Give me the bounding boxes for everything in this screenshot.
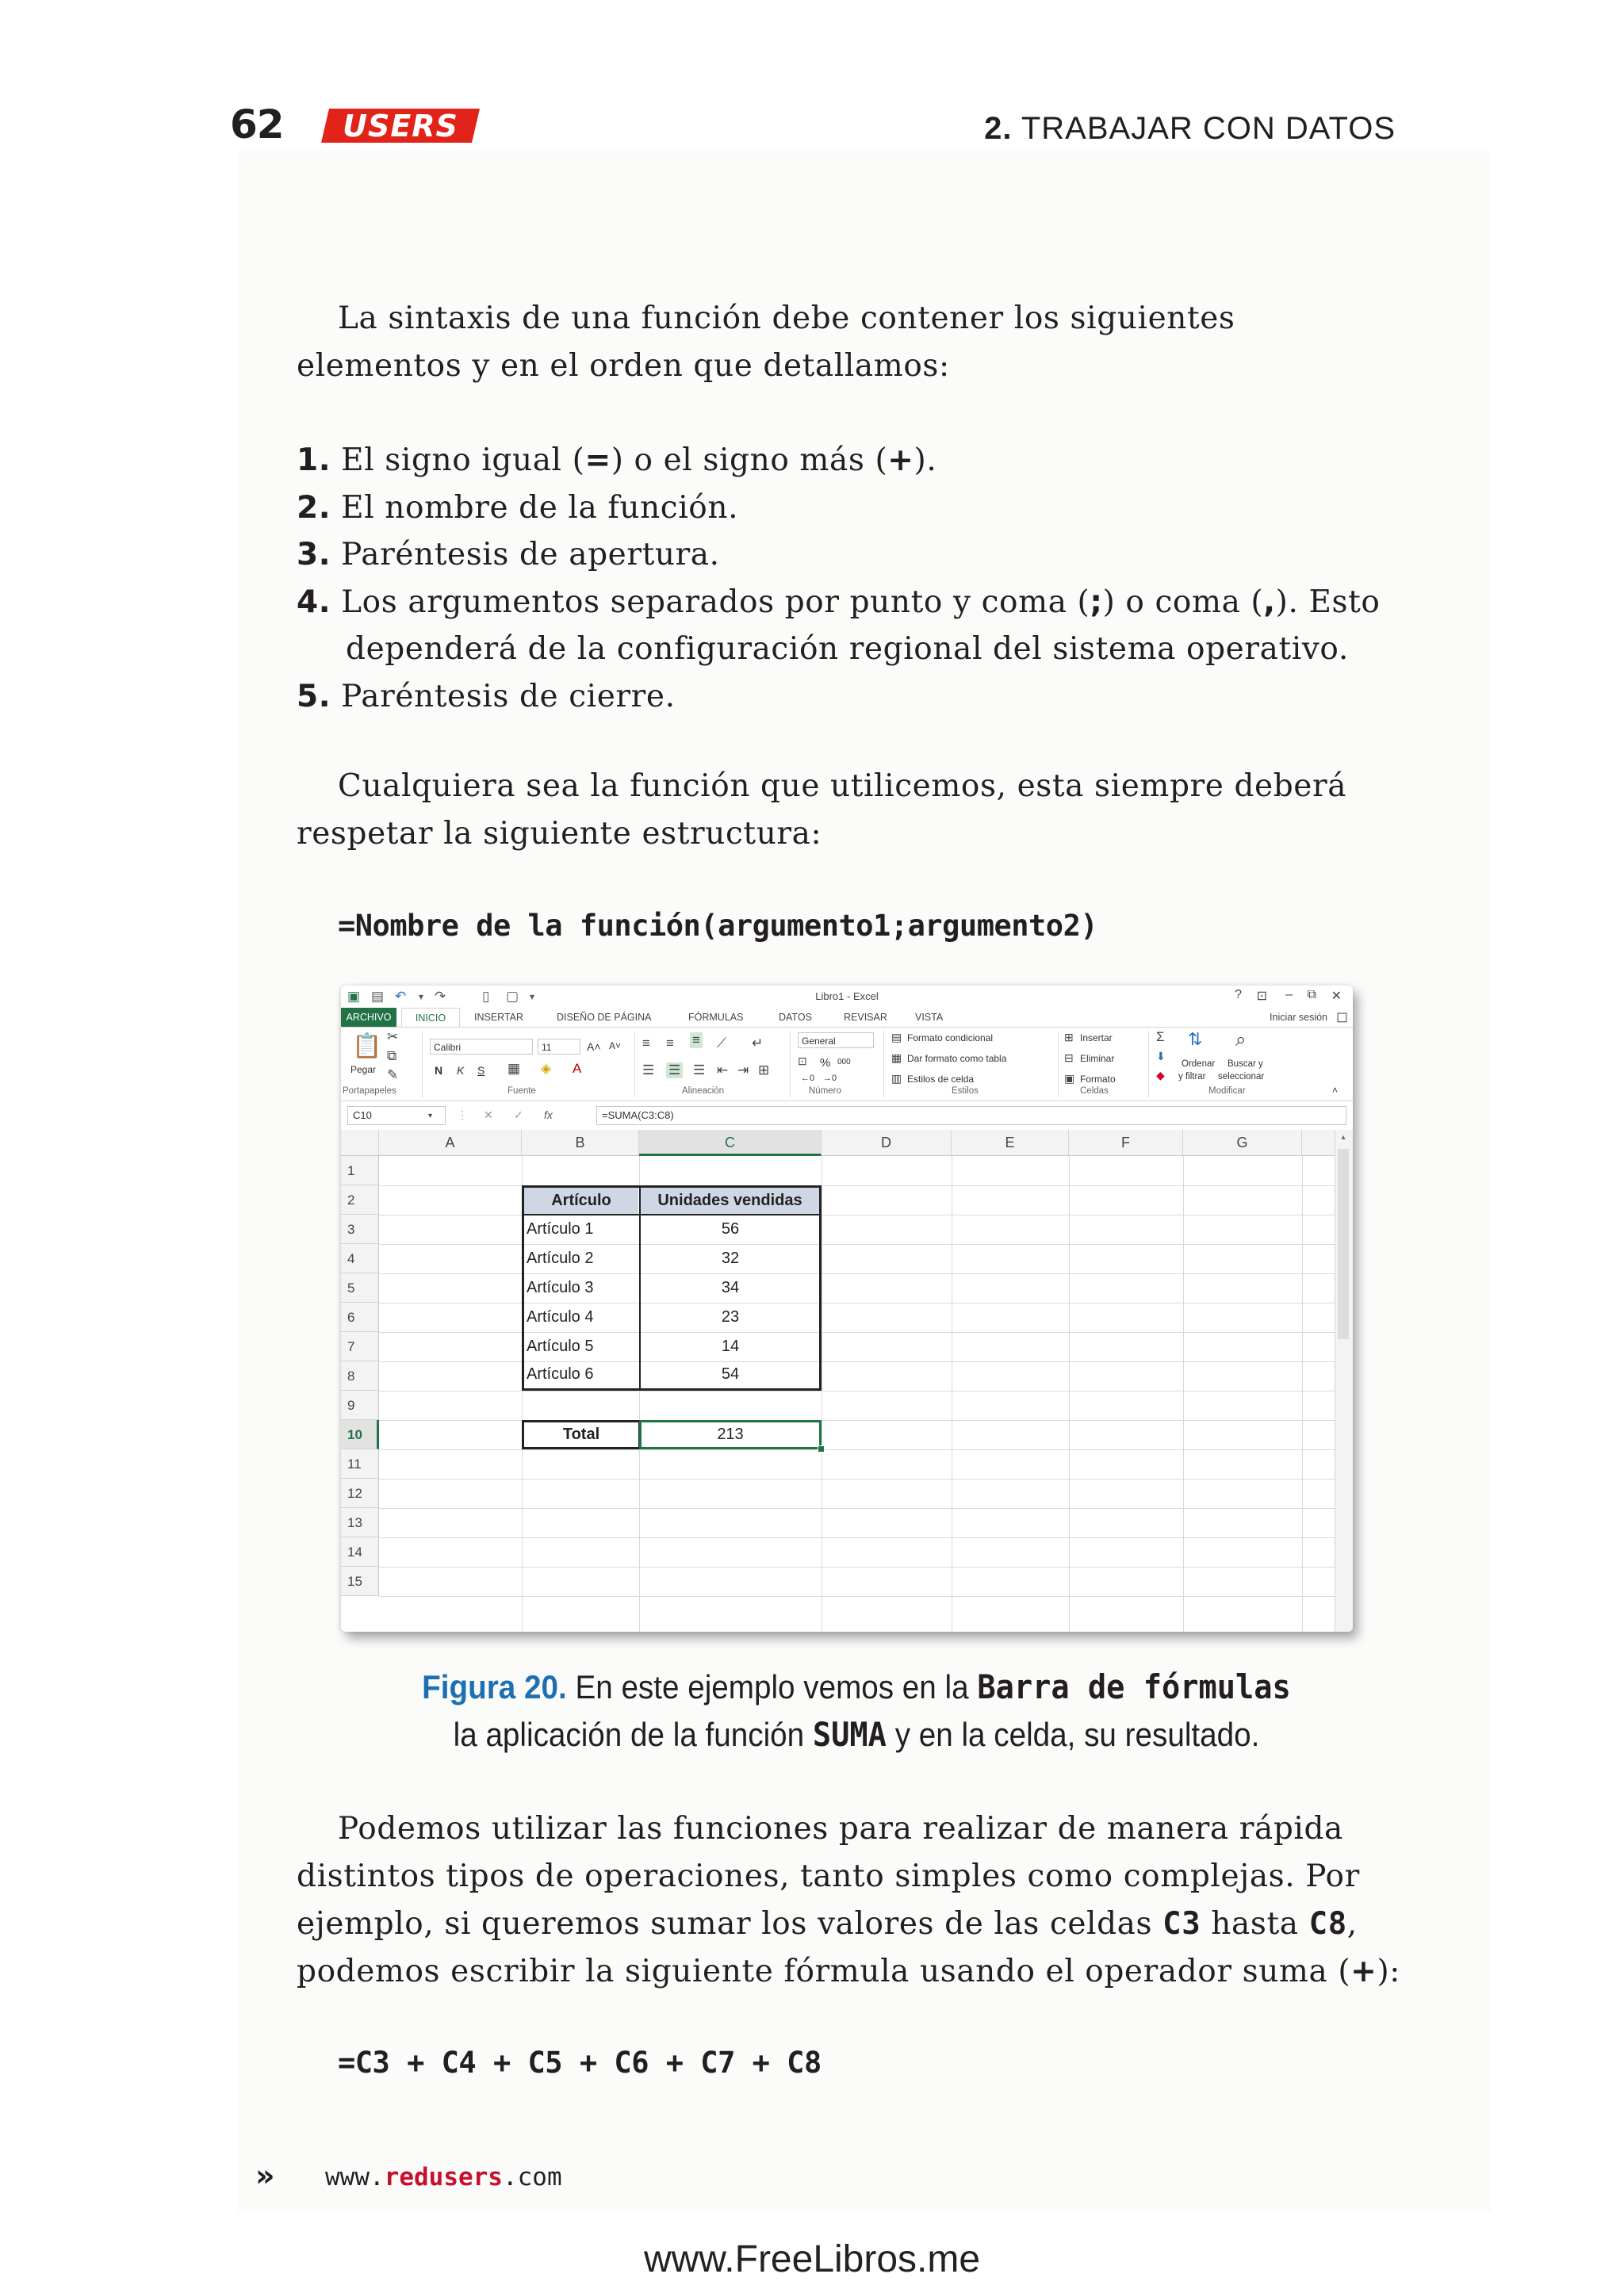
font-color-icon[interactable]: A xyxy=(573,1061,582,1076)
group-numero: Número xyxy=(809,1086,841,1096)
group-modificar: Modificar xyxy=(1208,1086,1246,1096)
column-header-b[interactable]: B xyxy=(522,1130,639,1156)
column-header-f[interactable]: F xyxy=(1069,1130,1183,1156)
find-select-label-2[interactable]: seleccionar xyxy=(1218,1072,1265,1081)
row-header[interactable]: 7 xyxy=(341,1332,379,1361)
format-cells-icon[interactable]: ▣ xyxy=(1064,1072,1075,1085)
user-avatar-icon[interactable]: ◻ xyxy=(1336,1009,1348,1024)
help-icon[interactable]: ? xyxy=(1235,988,1242,1001)
font-size-select[interactable]: 11 xyxy=(538,1039,580,1055)
find-select-label-1[interactable]: Buscar y xyxy=(1228,1059,1263,1069)
cell-units[interactable]: 56 xyxy=(721,1220,740,1238)
align-bottom-icon[interactable]: ≡ xyxy=(690,1032,703,1048)
svg-text:USERS: USERS xyxy=(343,109,458,143)
sum-example-paragraph: Podemos utilizar las funciones para realizar de manera rápida distintos tipos de operaciones, tanto simples como complejas. Por ejemplo, si queremos sumar los valores de las celdas C3 hasta C8, podemos escribir la siguiente fórmula usando el operador suma (+): xyxy=(297,1811,1401,1989)
ribbon-display-icon[interactable]: ⊡ xyxy=(1256,990,1267,1003)
cell-article[interactable]: Artículo 6 xyxy=(527,1365,594,1383)
cell-article[interactable]: Artículo 1 xyxy=(527,1220,594,1238)
cell-units[interactable]: 54 xyxy=(721,1365,740,1383)
paste-icon[interactable]: 📋 xyxy=(352,1033,382,1059)
formula-bar-handle-icon: ⋮ xyxy=(457,1108,468,1121)
close-icon[interactable]: ✕ xyxy=(1331,990,1342,1003)
function-structure-formula: =Nombre de la función(argumento1;argumento2) xyxy=(338,909,1098,943)
thousands-button[interactable]: 000 xyxy=(837,1058,851,1066)
cell-units[interactable]: 32 xyxy=(721,1250,740,1267)
row-header[interactable]: 8 xyxy=(341,1361,379,1391)
confirm-entry-icon[interactable]: ✓ xyxy=(514,1108,523,1121)
row-header[interactable]: 6 xyxy=(341,1303,379,1332)
formula-input[interactable]: =SUMA(C3:C8) xyxy=(596,1106,1346,1125)
figure-caption xyxy=(346,1663,1367,1759)
align-middle-icon[interactable]: ≡ xyxy=(666,1035,674,1051)
align-left-icon[interactable]: ☰ xyxy=(642,1062,655,1078)
row-header[interactable]: 12 xyxy=(341,1479,379,1508)
fill-icon[interactable]: ⬇ xyxy=(1156,1050,1166,1062)
sum-example-formula: =C3 + C4 + C5 + C6 + C7 + C8 xyxy=(338,2046,822,2080)
group-fuente: Fuente xyxy=(508,1086,536,1096)
group-portapapeles: Portapapeles xyxy=(343,1086,396,1096)
restore-icon[interactable]: ⧉ xyxy=(1307,988,1316,1001)
format-painter-icon[interactable]: ✎ xyxy=(387,1067,399,1082)
delete-cells-button[interactable]: Eliminar xyxy=(1080,1053,1115,1064)
list-item: 2. El nombre de la función. xyxy=(297,489,739,526)
column-header-a[interactable]: A xyxy=(379,1130,522,1156)
tab-insertar[interactable]: INSERTAR xyxy=(474,1012,524,1023)
merge-center-icon[interactable]: ⊞ xyxy=(758,1062,770,1078)
clear-icon[interactable]: ◆ xyxy=(1156,1069,1165,1081)
align-center-icon[interactable]: ☰ xyxy=(666,1062,683,1078)
row-header-selected[interactable]: 10 xyxy=(341,1420,379,1449)
figure-label: Figura 20. xyxy=(422,1668,567,1705)
row-header[interactable]: 3 xyxy=(341,1215,379,1244)
sort-filter-icon[interactable]: ⇅ xyxy=(1188,1029,1203,1049)
borders-icon[interactable]: ▦ xyxy=(508,1061,521,1076)
row-header[interactable]: 9 xyxy=(341,1391,379,1420)
page-number: 62 xyxy=(230,101,284,147)
cell-styles-icon[interactable]: ▥ xyxy=(891,1072,902,1085)
cell-article[interactable]: Artículo 3 xyxy=(527,1279,594,1296)
row-header[interactable]: 4 xyxy=(341,1244,379,1273)
row-header[interactable]: 1 xyxy=(341,1156,379,1185)
table-format-button[interactable]: Dar formato como tabla xyxy=(907,1053,1007,1064)
structure-paragraph: Cualquiera sea la función que utilicemos, esta siempre deberá respetar la siguiente estructura: xyxy=(297,768,1347,852)
excel-logo-icon: ▣ xyxy=(347,989,361,1004)
cell-styles-button[interactable]: Estilos de celda xyxy=(907,1074,975,1085)
delete-cells-icon[interactable]: ⊟ xyxy=(1064,1051,1074,1064)
scroll-up-icon[interactable]: ▴ xyxy=(1341,1133,1346,1142)
caption-text: En este ejemplo vemos en la xyxy=(575,1668,969,1705)
ribbon xyxy=(341,1027,1353,1101)
format-cells-button[interactable]: Formato xyxy=(1080,1074,1116,1085)
cell-units[interactable]: 23 xyxy=(721,1308,740,1326)
syntax-list xyxy=(297,437,1407,720)
save-icon[interactable]: ▤ xyxy=(371,989,385,1004)
vertical-scrollbar[interactable] xyxy=(1335,1130,1353,1632)
list-item: 3. Paréntesis de apertura. xyxy=(297,537,720,572)
undo-dropdown-icon[interactable]: ▾ xyxy=(419,991,424,1002)
total-value-cell-selected[interactable]: 213 xyxy=(639,1420,822,1449)
caption-text: y en la celda, su resultado. xyxy=(894,1716,1260,1753)
insert-cells-button[interactable]: Insertar xyxy=(1080,1032,1113,1043)
align-right-icon[interactable]: ☰ xyxy=(693,1062,706,1078)
column-header-d[interactable]: D xyxy=(822,1130,952,1156)
name-box-dropdown-icon[interactable]: ▾ xyxy=(428,1112,433,1120)
tab-diseno-pagina[interactable]: DISEÑO DE PÁGINA xyxy=(557,1012,652,1023)
group-alineacion: Alineación xyxy=(682,1086,725,1096)
grow-font-icon[interactable]: A˄ xyxy=(587,1040,601,1053)
window-title: Libro1 - Excel xyxy=(815,990,879,1002)
decrease-decimal-icon[interactable]: →0 xyxy=(823,1074,837,1083)
tab-archivo[interactable]: ARCHIVO xyxy=(341,1008,396,1027)
users-logo xyxy=(321,109,480,143)
scrollbar-thumb[interactable] xyxy=(1338,1149,1349,1339)
cancel-entry-icon[interactable]: ✕ xyxy=(484,1108,493,1121)
conditional-format-button[interactable]: Formato condicional xyxy=(907,1032,994,1043)
column-header-e[interactable]: E xyxy=(952,1130,1069,1156)
column-header-c[interactable]: C xyxy=(639,1130,822,1156)
cell-article[interactable]: Artículo 2 xyxy=(527,1250,594,1267)
shrink-font-icon[interactable]: A˅ xyxy=(609,1040,622,1051)
group-estilos: Estilos xyxy=(952,1086,979,1096)
tab-vista[interactable]: VISTA xyxy=(915,1012,944,1023)
orientation-icon[interactable]: ⟋ xyxy=(717,1035,726,1051)
insert-function-icon[interactable]: fx xyxy=(544,1108,553,1121)
customize-toolbar-icon[interactable]: ▾ xyxy=(530,991,535,1002)
insert-cells-icon[interactable]: ⊞ xyxy=(1064,1031,1074,1043)
group-celdas: Celdas xyxy=(1080,1086,1109,1096)
find-select-icon[interactable]: ⌕ xyxy=(1235,1029,1247,1051)
conditional-format-icon[interactable]: ▤ xyxy=(891,1031,902,1043)
intro-paragraph: La sintaxis de una función debe contener los siguientes elementos y en el orden que detallamos: xyxy=(297,301,1235,384)
list-item: 4. Los argumentos separados por punto y coma (;) o coma (,). Esto xyxy=(297,584,1381,620)
minimize-icon[interactable]: – xyxy=(1285,988,1293,1001)
undo-icon[interactable]: ↶ xyxy=(395,989,407,1004)
list-item: 1. El signo igual (=) o el signo más (+). xyxy=(297,442,937,478)
underline-button[interactable]: S xyxy=(477,1064,485,1077)
paste-button-label[interactable]: Pegar xyxy=(350,1064,377,1075)
wrap-text-icon[interactable]: ↵ xyxy=(752,1035,764,1051)
footer-arrow-icon: » xyxy=(255,2158,266,2193)
row-header[interactable]: 14 xyxy=(341,1537,379,1567)
table-header-unidades[interactable]: Unidades vendidas xyxy=(641,1188,819,1214)
accounting-format-icon[interactable]: ⊡ xyxy=(798,1055,807,1067)
cell-article[interactable]: Artículo 5 xyxy=(527,1338,594,1355)
formula-bar xyxy=(341,1104,1353,1127)
percent-button[interactable]: % xyxy=(820,1056,831,1070)
bold-button[interactable]: N xyxy=(435,1064,443,1077)
caption-term: SUMA xyxy=(812,1715,887,1754)
column-header-g[interactable]: G xyxy=(1183,1130,1302,1156)
cell-units[interactable]: 34 xyxy=(721,1279,740,1296)
font-name-select[interactable]: Calibri xyxy=(430,1039,533,1055)
list-item: 5. Paréntesis de cierre. xyxy=(297,678,676,714)
total-label-cell[interactable]: Total xyxy=(522,1420,641,1449)
row-header[interactable]: 2 xyxy=(341,1185,379,1215)
cell-article[interactable]: Artículo 4 xyxy=(527,1308,594,1326)
cell-units[interactable]: 14 xyxy=(721,1338,740,1355)
footer-website-link[interactable]: www.redusers.com xyxy=(325,2163,562,2192)
ribbon-tabs xyxy=(341,1008,1353,1027)
select-all-corner[interactable] xyxy=(341,1130,379,1156)
name-box[interactable]: C10 xyxy=(347,1106,446,1125)
excel-screenshot xyxy=(341,986,1353,1632)
open-file-icon[interactable]: ▢ xyxy=(506,989,519,1004)
title-bar xyxy=(341,986,1353,1006)
increase-indent-icon[interactable]: ⇥ xyxy=(737,1062,749,1078)
sort-filter-label-1[interactable]: Ordenar xyxy=(1182,1059,1216,1069)
worksheet-grid xyxy=(341,1130,1335,1632)
collapse-ribbon-icon[interactable]: ˄ xyxy=(1332,1085,1339,1096)
align-top-icon[interactable]: ≡ xyxy=(642,1035,650,1051)
row-header[interactable]: 13 xyxy=(341,1508,379,1537)
number-format-select[interactable]: General xyxy=(798,1032,874,1048)
fill-color-icon[interactable]: ◈ xyxy=(541,1061,552,1076)
tab-datos[interactable]: DATOS xyxy=(779,1012,812,1023)
sort-filter-label-2[interactable]: y filtrar xyxy=(1178,1072,1206,1081)
italic-button[interactable]: K xyxy=(457,1064,465,1077)
tab-inicio[interactable]: INICIO xyxy=(401,1008,460,1028)
tab-formulas[interactable]: FÓRMULAS xyxy=(688,1012,744,1023)
watermark: www.FreeLibros.me xyxy=(643,2238,981,2280)
table-format-icon[interactable]: ▦ xyxy=(891,1051,902,1064)
increase-decimal-icon[interactable]: ←0 xyxy=(801,1074,815,1083)
row-header[interactable]: 5 xyxy=(341,1273,379,1303)
cut-icon[interactable]: ✂ xyxy=(387,1029,399,1044)
row-header[interactable]: 15 xyxy=(341,1567,379,1596)
new-file-icon[interactable]: ▯ xyxy=(482,989,490,1004)
row-header[interactable]: 11 xyxy=(341,1449,379,1479)
chapter-title: 2. TRABAJAR CON DATOS xyxy=(984,111,1396,146)
copy-icon[interactable]: ⧉ xyxy=(387,1048,397,1063)
sign-in-link[interactable]: Iniciar sesión xyxy=(1270,1012,1327,1023)
decrease-indent-icon[interactable]: ⇤ xyxy=(717,1062,729,1078)
table-header-articulo[interactable]: Artículo xyxy=(524,1188,638,1214)
redo-icon[interactable]: ↷ xyxy=(435,989,446,1004)
caption-term: Barra de fórmulas xyxy=(977,1667,1291,1706)
fill-handle[interactable] xyxy=(818,1445,825,1453)
list-item-continuation: dependerá de la configuración regional del sistema operativo. xyxy=(346,631,1349,667)
tab-revisar[interactable]: REVISAR xyxy=(844,1012,887,1023)
column-header-extra xyxy=(1302,1130,1335,1156)
autosum-icon[interactable]: Σ xyxy=(1156,1029,1165,1044)
caption-text: la aplicación de la función xyxy=(453,1716,805,1753)
